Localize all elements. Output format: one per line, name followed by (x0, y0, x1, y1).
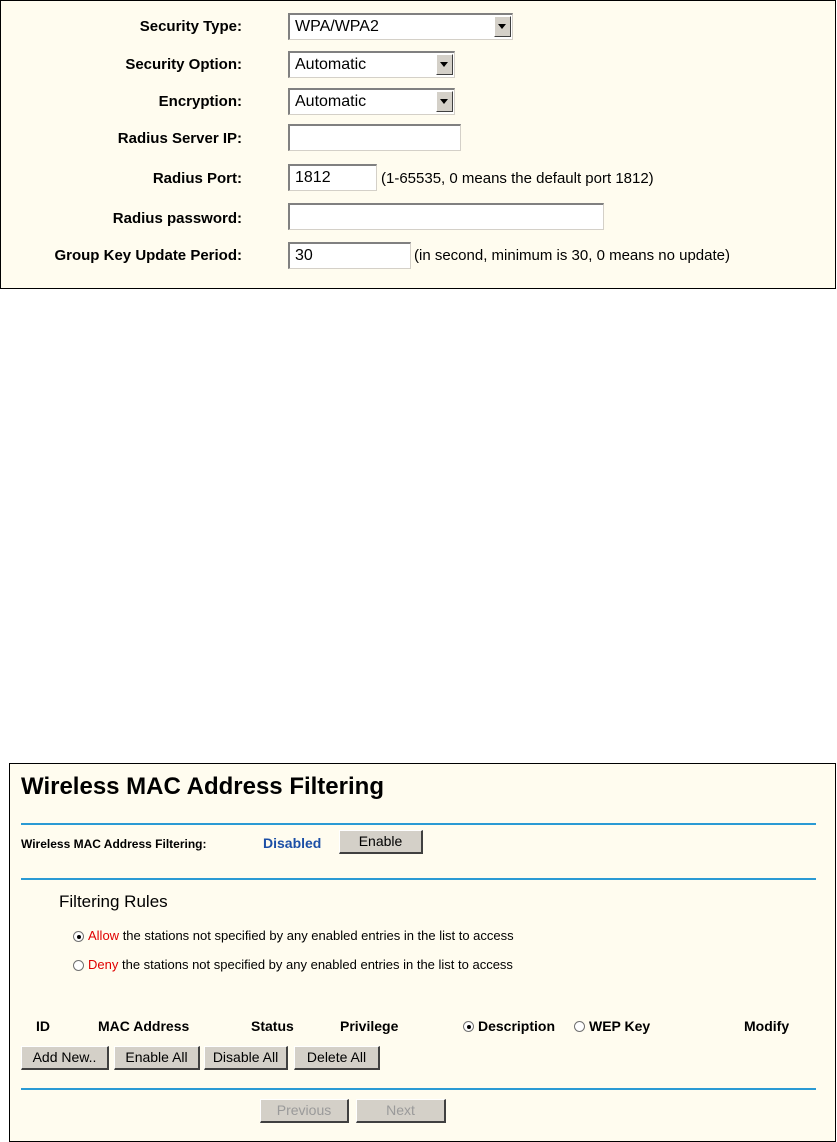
security-option-value: Automatic (295, 56, 367, 73)
security-option-select[interactable] (288, 51, 455, 78)
deny-rule-description: the stations not specified by any enabled entries in the list to access (118, 957, 513, 972)
encryption-select[interactable] (288, 88, 455, 115)
enable-all-button[interactable]: Enable All (114, 1046, 200, 1070)
previous-page-button[interactable]: Previous (260, 1099, 349, 1123)
allow-rule-description: the stations not specified by any enabled entries in the list to access (119, 928, 514, 943)
column-header-privilege: Privilege (340, 1018, 399, 1034)
description-column-radio[interactable] (463, 1021, 474, 1032)
deny-rule-text (88, 957, 513, 972)
mac-filtering-panel (9, 763, 836, 1142)
column-header-mac-address: MAC Address (98, 1018, 190, 1034)
allow-rule-radio[interactable] (73, 931, 84, 942)
chevron-down-icon[interactable] (436, 91, 453, 112)
radius-password-label: Radius password: (112, 210, 242, 227)
next-page-button[interactable]: Next (356, 1099, 446, 1123)
wpa-settings-panel (0, 0, 836, 289)
divider (21, 878, 816, 880)
delete-all-button[interactable]: Delete All (294, 1046, 380, 1070)
encryption-value: Automatic (295, 93, 367, 110)
radius-port-input[interactable]: 1812 (288, 164, 377, 191)
radius-server-ip-label: Radius Server IP: (117, 130, 242, 147)
group-key-update-period-label: Group Key Update Period: (54, 247, 242, 264)
group-key-update-period-hint: (in second, minimum is 30, 0 means no update) (414, 247, 730, 264)
group-key-update-period-input[interactable]: 30 (288, 242, 411, 269)
deny-word: Deny (88, 957, 119, 972)
filtering-status-label: Wireless MAC Address Filtering: (21, 837, 207, 851)
security-type-select[interactable] (288, 13, 513, 40)
security-type-value: WPA/WPA2 (295, 18, 379, 35)
page-title: Wireless MAC Address Filtering (21, 773, 384, 800)
encryption-label: Encryption: (158, 93, 242, 110)
column-header-id: ID (36, 1018, 50, 1034)
filtering-rules-title: Filtering Rules (59, 892, 168, 911)
allow-rule-text (88, 928, 514, 943)
security-type-label: Security Type: (139, 18, 242, 35)
deny-rule-radio[interactable] (73, 960, 84, 971)
chevron-down-icon[interactable] (494, 16, 511, 37)
radius-server-ip-input[interactable] (288, 124, 461, 151)
chevron-down-icon[interactable] (436, 54, 453, 75)
enable-button[interactable]: Enable (339, 830, 423, 854)
radius-port-label: Radius Port: (152, 170, 242, 187)
column-header-status: Status (251, 1018, 294, 1034)
radius-password-input[interactable] (288, 203, 604, 230)
add-new-button[interactable]: Add New.. (21, 1046, 109, 1070)
column-header-wep-key: WEP Key (589, 1018, 651, 1034)
divider (21, 823, 816, 825)
security-option-label: Security Option: (125, 56, 242, 73)
wep-key-column-radio[interactable] (574, 1021, 585, 1032)
radius-port-hint: (1-65535, 0 means the default port 1812) (381, 170, 654, 187)
column-header-description: Description (478, 1018, 556, 1034)
column-header-modify: Modify (744, 1018, 790, 1034)
filtering-status-value: Disabled (263, 835, 322, 851)
divider (21, 1088, 816, 1090)
disable-all-button[interactable]: Disable All (204, 1046, 288, 1070)
allow-word: Allow (88, 928, 120, 943)
